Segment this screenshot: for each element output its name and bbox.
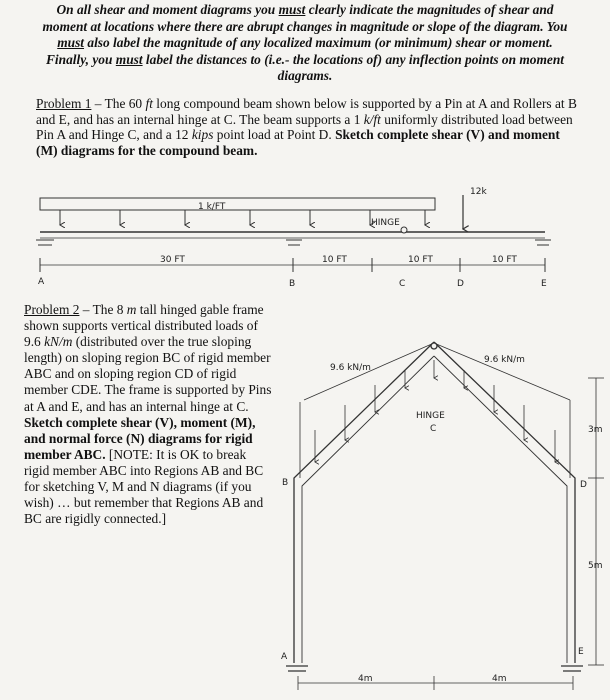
- frame-member-cde-outer: [434, 342, 575, 663]
- distributed-load-label: 1 k/FT: [198, 202, 226, 212]
- dimension-label-cd: 10 FT: [408, 255, 433, 265]
- emphasis-must: must: [278, 2, 306, 17]
- frame-member-abc-inner: [302, 356, 437, 663]
- frame-dimension-top-label: 3m: [588, 425, 603, 435]
- gable-frame-figure: [286, 342, 604, 690]
- frame-point-label-a: A: [281, 652, 288, 662]
- point-label-e: E: [541, 279, 547, 289]
- dimension-label-de: 10 FT: [492, 255, 517, 265]
- emphasis-must: must: [57, 35, 85, 51]
- problem-2-text: Problem 2 – The 8 m tall hinged gable frame shown supports vertical distributed loads of 9.6 kN/m (distributed over the true sloping length) on sloping region BC of rigid member ABC and on sloping region CD of rigid member CDE. The frame is supported by Pins at A and E, and has an internal hinge at C. Sketch complete shear (V), moment (M), and normal force (N) diagrams for rigid member ABC. [NOTE: It is OK to break rigid member ABC into Regions AB and BC for sketching V, M and N diagrams (if you wish) … but remember that Regions AB and BC are rigidly connected.]: [24, 302, 272, 527]
- pin-support-a: [36, 240, 54, 245]
- pin-support-a-frame: [286, 666, 308, 671]
- emphasis-must: must: [115, 51, 143, 67]
- frame-load-label-right: 9.6 kN/m: [484, 355, 525, 365]
- point-label-d: D: [457, 279, 464, 289]
- frame-load-label-left: 9.6 kN/m: [330, 363, 371, 373]
- frame-point-label-d: D: [580, 480, 587, 490]
- frame-point-label-e: E: [578, 647, 584, 657]
- frame-dimension-left-label: 4m: [358, 674, 373, 684]
- point-load-label: 12k: [470, 187, 487, 197]
- point-label-a: A: [38, 277, 45, 287]
- frame-point-label-c: C: [430, 424, 437, 434]
- frame-hinge-label: HINGE: [416, 411, 445, 421]
- point-label-b: B: [289, 279, 296, 289]
- frame-dimension-side-label: 5m: [588, 561, 603, 571]
- dimension-label-ab: 30 FT: [160, 255, 185, 265]
- beam-figure: [36, 195, 551, 272]
- hinge-c-symbol: [431, 343, 437, 349]
- hinge-symbol: [401, 227, 407, 233]
- roller-support-e: [535, 240, 551, 245]
- problem-1-text: Problem 1 – The 60 ft long compound beam shown below is supported by a Pin at A and Rollers at B and E, and has an internal hinge at C. The beam supports a 1 k/ft uniformly distributed load between Pin A and Hinge C, and a 12 kips point load at Point D. Sketch complete shear (V) and moment (M) diagrams for the compound beam.: [36, 96, 577, 158]
- instructions-paragraph: On all shear and moment diagrams you must clearly indicate the magnitudes of shear and moment at locations where there are abrupt changes in magnitude or slope of the diagram. You must also label the magnitude of any localized maximum (or minimum) shear or moment. Finally, you must label the distances to (i.e.- the locations of) any inflection points on moment diagrams.: [42, 2, 568, 84]
- point-label-c: C: [399, 279, 406, 289]
- hinge-label: HINGE: [371, 218, 400, 228]
- frame-member-cde-inner: [434, 356, 567, 663]
- frame-member-abc-outer: [294, 342, 437, 663]
- dimension-label-bc: 10 FT: [322, 255, 347, 265]
- problem-2-title: Problem 2: [24, 302, 80, 317]
- distributed-load-block: [40, 198, 435, 210]
- load-band-right: [434, 343, 570, 400]
- roller-support-b: [286, 240, 302, 245]
- problem-1-title: Problem 1: [36, 96, 92, 111]
- pin-support-e-frame: [561, 666, 583, 671]
- frame-dimension-right-label: 4m: [492, 674, 507, 684]
- frame-point-label-b: B: [282, 478, 289, 488]
